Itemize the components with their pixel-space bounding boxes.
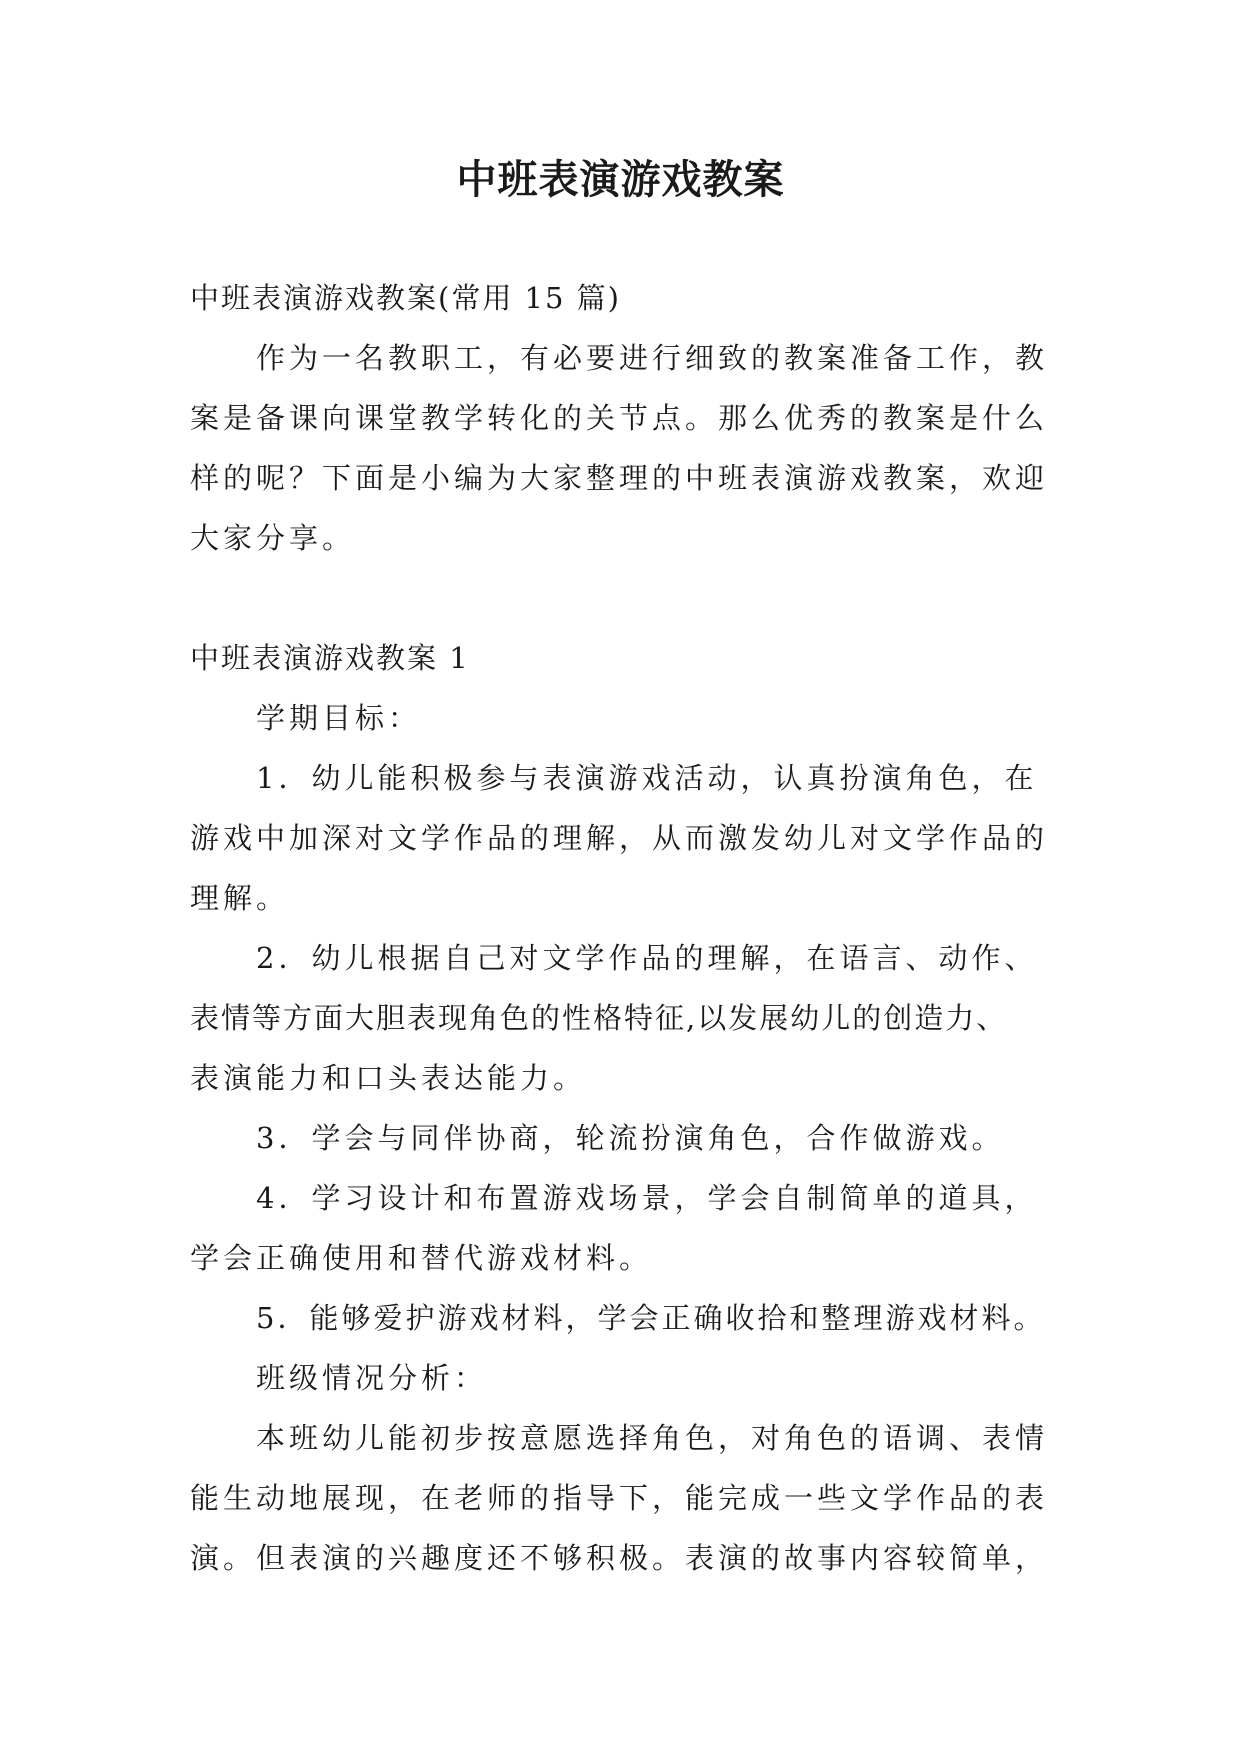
- paragraph-line: 案是备课向课堂教学转化的关节点。那么优秀的教案是什么: [190, 401, 1049, 435]
- goal-item-2: [190, 928, 1050, 1108]
- paragraph-line: 本班幼儿能初步按意愿选择角色，对角色的语调、表情: [256, 1421, 1049, 1455]
- paragraph-line: 表演能力和口头表达能力。: [190, 1061, 587, 1095]
- analysis-label: 班级情况分析：: [256, 1361, 488, 1395]
- paragraph-line: 2．幼儿根据自己对文学作品的理解，在语言、动作、: [256, 941, 1038, 975]
- goal-item-3: 3．学会与同伴协商，轮流扮演角色，合作做游戏。: [256, 1121, 1005, 1155]
- paragraph-line: 学会正确使用和替代游戏材料。: [190, 1241, 653, 1275]
- intro-paragraph: [190, 328, 1050, 568]
- paragraph-line: 作为一名教职工，有必要进行细致的教案准备工作，教: [256, 341, 1049, 375]
- goals-label: 学期目标：: [256, 701, 422, 735]
- goal-item-1: [190, 748, 1050, 928]
- document-subtitle: 中班表演游戏教案(常用 15 篇): [190, 281, 621, 315]
- paragraph-line: 4．学习设计和布置游戏场景，学会自制简单的道具，: [256, 1181, 1038, 1215]
- document-body: [190, 268, 1050, 1588]
- analysis-paragraph: [190, 1408, 1050, 1588]
- paragraph-line: 样的呢？下面是小编为大家整理的中班表演游戏教案，欢迎: [190, 461, 1049, 495]
- goal-item-4: [190, 1168, 1050, 1288]
- goal-item-5: 5．能够爱护游戏材料，学会正确收拾和整理游戏材料。: [256, 1301, 1046, 1335]
- page-title: 中班表演游戏教案: [456, 157, 785, 203]
- blank-line: [190, 568, 1050, 628]
- paragraph-line: 1．幼儿能积极参与表演游戏活动，认真扮演角色，在: [256, 761, 1038, 795]
- paragraph-line: 大家分享。: [190, 521, 356, 555]
- paragraph-line: 理解。: [190, 881, 290, 915]
- paragraph-line: 演。但表演的兴趣度还不够积极。表演的故事内容较简单，: [190, 1541, 1049, 1575]
- paragraph-line: 能生动地展现，在老师的指导下，能完成一些文学作品的表: [190, 1481, 1049, 1515]
- section-heading: 中班表演游戏教案 1: [190, 641, 470, 675]
- paragraph-line: 表情等方面大胆表现角色的性格特征,以发展幼儿的创造力、: [190, 1001, 1008, 1035]
- paragraph-line: 游戏中加深对文学作品的理解，从而激发幼儿对文学作品的: [190, 821, 1049, 855]
